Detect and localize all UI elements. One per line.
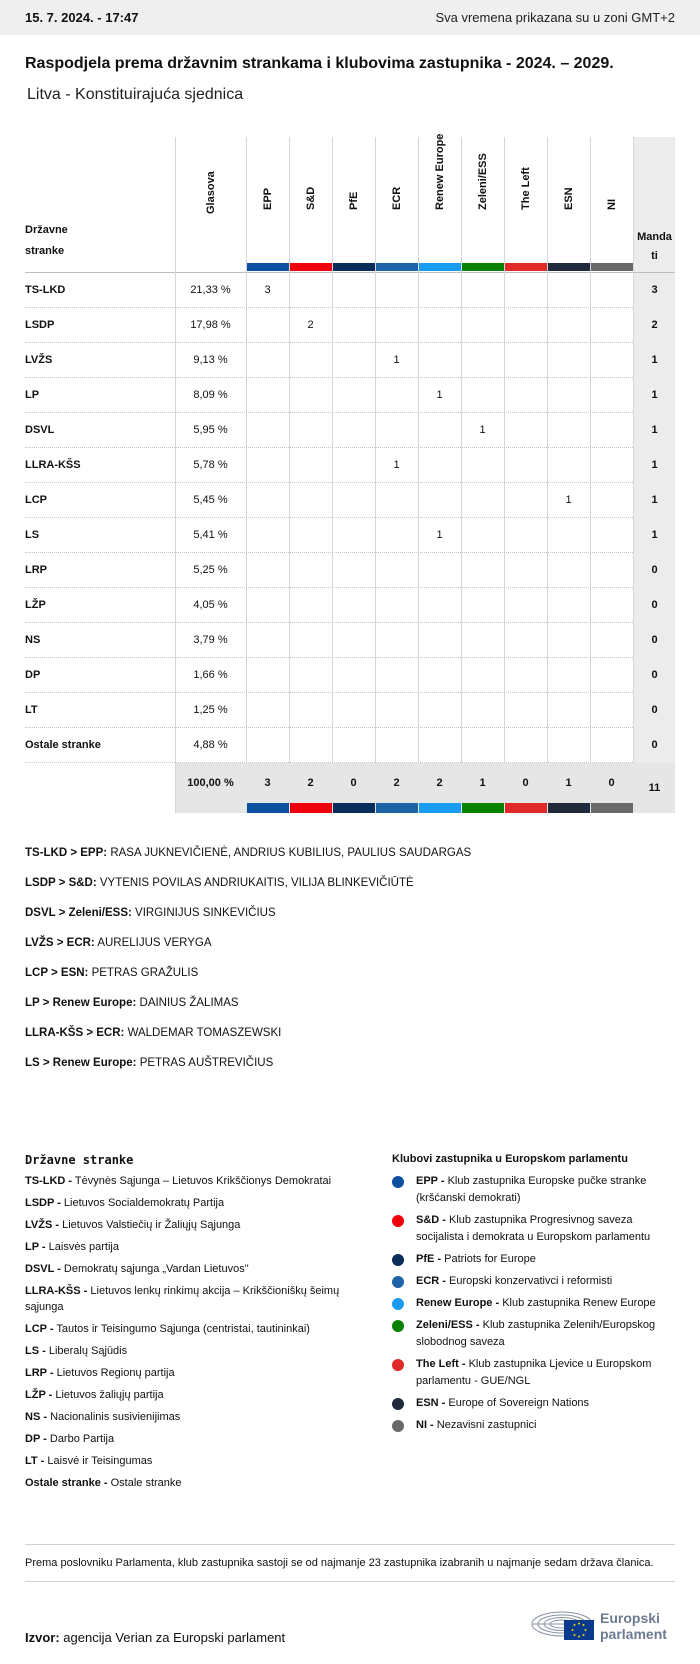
group-legend-item xyxy=(392,1273,682,1290)
party-full-name: Laisvė ir Teisingumas xyxy=(47,1455,153,1467)
group-header-label: Renew Europe xyxy=(433,133,446,210)
party-abbr: NS - xyxy=(25,1411,47,1423)
party-legend-item xyxy=(25,1475,375,1491)
vote-share: 5,78 % xyxy=(193,459,228,471)
group-header-label: NI xyxy=(605,199,618,210)
group-column-header xyxy=(246,137,289,272)
group-abbr: S&D - xyxy=(416,1214,446,1226)
seat-count: 1 xyxy=(393,354,400,366)
party-name: LSDP xyxy=(25,319,55,331)
group-color-bar xyxy=(591,803,633,813)
group-total: 1 xyxy=(565,777,572,789)
mep-list xyxy=(25,846,685,1086)
party-legend-item xyxy=(25,1453,375,1469)
vote-share: 8,09 % xyxy=(193,389,228,401)
party-legend-item xyxy=(25,1321,375,1337)
mep-names: PETRAS AUŠTREVIČIUS xyxy=(139,1057,274,1069)
group-full-name: Klub zastupnika Progresivnog saveza socijalista i demokrata u Europskom parlamentu xyxy=(416,1214,651,1243)
mandates-count: 1 xyxy=(634,378,675,413)
group-column-header xyxy=(547,137,590,272)
datetime: 15. 7. 2024. - 17:47 xyxy=(25,10,139,25)
group-header-label: PfE xyxy=(347,191,360,210)
seat-count: 1 xyxy=(436,529,443,541)
group-total: 3 xyxy=(264,777,271,789)
table-row xyxy=(25,553,675,588)
party-full-name: Lietuvos Valstiečių ir Žaliųjų Sąjunga xyxy=(62,1219,241,1231)
table-row xyxy=(25,588,675,623)
group-abbr: ECR - xyxy=(416,1275,446,1287)
group-color-bar xyxy=(290,803,332,813)
group-legend-item xyxy=(392,1395,682,1412)
mep-entry xyxy=(25,846,685,876)
party-abbr: LSDP - xyxy=(25,1197,61,1209)
group-color-bar xyxy=(376,803,418,813)
group-legend-item xyxy=(392,1356,682,1390)
group-legend-item xyxy=(392,1251,682,1268)
table-row xyxy=(25,378,675,413)
party-abbr: DSVL - xyxy=(25,1263,61,1275)
party-name: LVŽS xyxy=(25,354,53,366)
group-legend-item xyxy=(392,1295,682,1312)
group-full-name: Klub zastupnika Europske pučke stranke (kršćanski demokrati) xyxy=(416,1175,647,1204)
table-row xyxy=(25,658,675,693)
group-full-name: Europski konzervativci i reformisti xyxy=(449,1275,613,1287)
group-legend-item xyxy=(392,1212,682,1246)
mep-entry xyxy=(25,1056,685,1086)
party-name: NS xyxy=(25,634,41,646)
group-column-header xyxy=(590,137,633,272)
group-color-bar xyxy=(376,263,418,271)
group-color-dot-icon xyxy=(392,1215,404,1227)
group-legend-title: Klubovi zastupnika u Europskom parlamentu xyxy=(392,1153,628,1165)
mandates-count: 1 xyxy=(634,343,675,378)
table-row xyxy=(25,693,675,728)
party-name: LRP xyxy=(25,564,47,576)
group-total: 0 xyxy=(522,777,529,789)
group-color-bar xyxy=(591,263,633,271)
group-color-bar xyxy=(548,263,590,271)
source-line xyxy=(25,1630,285,1645)
group-header-label: Zeleni/ESS xyxy=(476,153,489,210)
party-full-name: Nacionalinis susivienijimas xyxy=(50,1411,181,1423)
mep-party-group: LS > Renew Europe: xyxy=(25,1057,137,1069)
totals-row xyxy=(175,763,675,813)
party-legend-item xyxy=(25,1195,375,1211)
parliament-emblem-icon xyxy=(528,1606,600,1646)
group-legend xyxy=(392,1153,682,1439)
mep-party-group: LP > Renew Europe: xyxy=(25,997,137,1009)
party-full-name: Tėvynės Sąjunga – Lietuvos Krikščionys Demokratai xyxy=(74,1175,332,1187)
european-parliament-logo xyxy=(528,1606,678,1650)
mep-names: DAINIUS ŽALIMAS xyxy=(139,997,239,1009)
party-column-header: Državne stranke xyxy=(25,224,68,257)
group-full-name: Europe of Sovereign Nations xyxy=(448,1397,590,1409)
mandates-count: 3 xyxy=(634,273,675,308)
party-abbr: LLRA-KŠS - xyxy=(25,1285,88,1297)
party-full-name: Demokratų sąjunga „Vardan Lietuvos" xyxy=(63,1263,249,1275)
group-full-name: Patriots for Europe xyxy=(444,1253,536,1265)
vote-share: 21,33 % xyxy=(190,284,231,296)
votes-header-label: Glasova xyxy=(204,171,217,214)
mep-entry xyxy=(25,996,685,1026)
mandates-count: 0 xyxy=(634,553,675,588)
group-color-dot-icon xyxy=(392,1359,404,1371)
mep-party-group: TS-LKD > EPP: xyxy=(25,847,108,859)
rules-note: Prema poslovniku Parlamenta, klub zastupnika sastoji se od najmanje 23 zastupnika izabranih u najmanje sedam država članica. xyxy=(25,1544,675,1582)
table-row xyxy=(25,273,675,308)
vote-share: 3,79 % xyxy=(193,634,228,646)
party-legend-item xyxy=(25,1431,375,1447)
group-full-name: Nezavisni zastupnici xyxy=(436,1419,537,1431)
party-full-name: Ostale stranke xyxy=(110,1477,182,1489)
mandates-count: 0 xyxy=(634,693,675,728)
party-legend-item xyxy=(25,1239,375,1255)
table-row xyxy=(25,448,675,483)
group-header-label: EPP xyxy=(261,187,274,210)
table-row xyxy=(25,308,675,343)
group-color-bar xyxy=(333,263,375,271)
party-name: LS xyxy=(25,529,40,541)
group-color-bar xyxy=(419,263,461,271)
group-color-dot-icon xyxy=(392,1398,404,1410)
party-name: TS-LKD xyxy=(25,284,66,296)
group-total: 0 xyxy=(608,777,615,789)
party-abbr: LRP - xyxy=(25,1367,54,1379)
party-name: LCP xyxy=(25,494,47,506)
group-color-bar xyxy=(462,803,504,813)
group-header-label: ECR xyxy=(390,186,403,210)
party-legend xyxy=(25,1153,375,1497)
vote-share: 5,95 % xyxy=(193,424,228,436)
party-name: DSVL xyxy=(25,424,55,436)
mandates-column-header xyxy=(634,137,675,272)
seat-count: 2 xyxy=(307,319,314,331)
source-label: Izvor: xyxy=(25,1630,60,1645)
seat-count: 1 xyxy=(436,389,443,401)
mep-party-group: LSDP > S&D: xyxy=(25,877,97,889)
mandates-header-label: Manda ti xyxy=(637,231,672,262)
group-color-bar xyxy=(247,803,289,813)
group-column-header xyxy=(332,137,375,272)
group-total: 2 xyxy=(436,777,443,789)
mep-names: AURELIJUS VERYGA xyxy=(97,937,212,949)
group-color-dot-icon xyxy=(392,1276,404,1288)
total-vote-share: 100,00 % xyxy=(187,777,234,789)
seat-count: 3 xyxy=(264,284,271,296)
group-abbr: ESN - xyxy=(416,1397,446,1409)
party-full-name: Lietuvos žaliųjų partija xyxy=(55,1389,164,1401)
group-color-bar xyxy=(462,263,504,271)
group-column-header xyxy=(461,137,504,272)
party-full-name: Lietuvos lenkų rinkimų akcija – Krikščioniškų šeimų sąjunga xyxy=(25,1285,340,1313)
group-header-label: ESN xyxy=(562,187,575,210)
mep-names: VYTENIS POVILAS ANDRIUKAITIS, VILIJA BLINKEVIČIŪTĖ xyxy=(99,877,414,889)
logo-line-1: Europski xyxy=(600,1610,660,1626)
party-abbr: LT - xyxy=(25,1455,45,1467)
vote-share: 5,45 % xyxy=(193,494,228,506)
group-color-dot-icon xyxy=(392,1176,404,1188)
party-name: LT xyxy=(25,704,38,716)
mandates-count: 1 xyxy=(634,518,675,553)
group-abbr: NI - xyxy=(416,1419,434,1431)
page-title: Raspodjela prema državnim strankama i klubovima zastupnika - 2024. – 2029. xyxy=(25,55,614,72)
group-legend-item xyxy=(392,1417,682,1434)
group-color-bar xyxy=(290,263,332,271)
mep-party-group: LVŽS > ECR: xyxy=(25,937,95,949)
group-full-name: Klub zastupnika Ljevice u Europskom parlamentu - GUE/NGL xyxy=(416,1358,652,1387)
votes-column-header xyxy=(175,137,246,272)
mandates-count: 1 xyxy=(634,483,675,518)
page-subtitle: Litva - Konstituirajuća sjednica xyxy=(27,86,244,103)
mep-entry xyxy=(25,966,685,996)
party-full-name: Liberalų Sąjūdis xyxy=(48,1345,128,1357)
party-full-name: Laisvės partija xyxy=(48,1241,119,1253)
party-legend-item xyxy=(25,1217,375,1233)
party-abbr: LS - xyxy=(25,1345,46,1357)
mandates-count: 1 xyxy=(634,413,675,448)
seat-count: 1 xyxy=(565,494,572,506)
group-full-name: Klub zastupnika Renew Europe xyxy=(502,1297,656,1309)
party-abbr: DP - xyxy=(25,1433,47,1445)
vote-share: 4,88 % xyxy=(193,739,228,751)
table-row xyxy=(25,343,675,378)
group-total: 0 xyxy=(350,777,357,789)
group-abbr: PfE - xyxy=(416,1253,442,1265)
total-mandates: 11 xyxy=(648,782,661,794)
group-color-dot-icon xyxy=(392,1420,404,1432)
mep-party-group: DSVL > Zeleni/ESS: xyxy=(25,907,132,919)
mep-entry xyxy=(25,876,685,906)
mandates-count: 0 xyxy=(634,623,675,658)
group-header-label: S&D xyxy=(304,186,317,210)
group-color-bar xyxy=(247,263,289,271)
group-abbr: Renew Europe - xyxy=(416,1297,500,1309)
vote-share: 5,41 % xyxy=(193,529,228,541)
mep-entry xyxy=(25,1026,685,1056)
vote-share: 5,25 % xyxy=(193,564,228,576)
table-row xyxy=(25,728,675,763)
group-color-dot-icon xyxy=(392,1254,404,1266)
party-abbr: LŽP - xyxy=(25,1389,53,1401)
group-color-dot-icon xyxy=(392,1298,404,1310)
party-legend-item xyxy=(25,1283,375,1315)
party-full-name: Darbo Partija xyxy=(49,1433,115,1445)
party-full-name: Tautos ir Teisingumo Sąjunga (centristai, tautininkai) xyxy=(56,1323,310,1335)
vote-share: 17,98 % xyxy=(190,319,231,331)
table-row xyxy=(25,483,675,518)
source-text: agencija Verian za Europski parlament xyxy=(63,1630,286,1645)
party-legend-item xyxy=(25,1387,375,1403)
group-color-bar xyxy=(419,803,461,813)
mandates-count: 0 xyxy=(634,588,675,623)
group-color-bar xyxy=(548,803,590,813)
table-row xyxy=(25,518,675,553)
party-legend-item xyxy=(25,1173,375,1189)
party-legend-item xyxy=(25,1343,375,1359)
mep-party-group: LLRA-KŠS > ECR: xyxy=(25,1027,125,1039)
party-full-name: Lietuvos Regionų partija xyxy=(56,1367,175,1379)
logo-text xyxy=(600,1610,667,1642)
party-abbr: Ostale stranke - xyxy=(25,1477,108,1489)
vote-share: 1,25 % xyxy=(193,704,228,716)
group-color-bar xyxy=(505,803,547,813)
vote-share: 1,66 % xyxy=(193,669,228,681)
party-legend-title: Državne stranke xyxy=(25,1153,134,1167)
mep-names: PETRAS GRAŽULIS xyxy=(91,967,199,979)
group-full-name: Klub zastupnika Zelenih/Europskog slobodnog saveza xyxy=(416,1319,656,1348)
party-name: LLRA-KŠS xyxy=(25,459,81,471)
logo-line-2: parlament xyxy=(600,1626,667,1642)
party-legend-item xyxy=(25,1365,375,1381)
group-color-bar xyxy=(333,803,375,813)
group-column-header xyxy=(418,133,461,272)
group-legend-item xyxy=(392,1317,682,1351)
table-row xyxy=(25,623,675,658)
mep-names: WALDEMAR TOMASZEWSKI xyxy=(127,1027,282,1039)
group-abbr: EPP - xyxy=(416,1175,445,1187)
mandates-count: 2 xyxy=(634,308,675,343)
mep-party-group: LCP > ESN: xyxy=(25,967,89,979)
party-abbr: LVŽS - xyxy=(25,1219,60,1231)
timezone-note: Sva vremena prikazana su u zoni GMT+2 xyxy=(435,10,675,25)
mandates-count: 1 xyxy=(634,448,675,483)
group-color-bar xyxy=(505,263,547,271)
party-full-name: Lietuvos Socialdemokratų Partija xyxy=(63,1197,225,1209)
mep-entry xyxy=(25,936,685,966)
party-name: LP xyxy=(25,389,40,401)
party-abbr: TS-LKD - xyxy=(25,1175,73,1187)
vote-share: 4,05 % xyxy=(193,599,228,611)
mep-names: RASA JUKNEVIČIENĖ, ANDRIUS KUBILIUS, PAULIUS SAUDARGAS xyxy=(110,847,472,859)
party-abbr: LCP - xyxy=(25,1323,54,1335)
group-column-header xyxy=(375,137,418,272)
vote-share: 9,13 % xyxy=(193,354,228,366)
mep-names: VIRGINIJUS SINKEVIČIUS xyxy=(135,907,276,919)
mandates-count: 0 xyxy=(634,728,675,763)
group-abbr: The Left - xyxy=(416,1358,466,1370)
group-total: 1 xyxy=(479,777,486,789)
party-abbr: LP - xyxy=(25,1241,46,1253)
group-legend-item xyxy=(392,1173,682,1207)
group-color-dot-icon xyxy=(392,1320,404,1332)
group-column-header xyxy=(289,137,332,272)
group-header-label: The Left xyxy=(519,167,532,210)
group-abbr: Zeleni/ESS - xyxy=(416,1319,480,1331)
party-legend-item xyxy=(25,1409,375,1425)
group-column-header xyxy=(504,137,547,272)
top-bar xyxy=(0,0,700,35)
party-legend-item xyxy=(25,1261,375,1277)
seat-count: 1 xyxy=(479,424,486,436)
group-total: 2 xyxy=(307,777,314,789)
table-row xyxy=(25,413,675,448)
group-total: 2 xyxy=(393,777,400,789)
seat-count: 1 xyxy=(393,459,400,471)
party-name: LŽP xyxy=(25,599,46,611)
party-name: Ostale stranke xyxy=(25,739,101,751)
party-name: DP xyxy=(25,669,41,681)
mandates-count: 0 xyxy=(634,658,675,693)
mep-entry xyxy=(25,906,685,936)
